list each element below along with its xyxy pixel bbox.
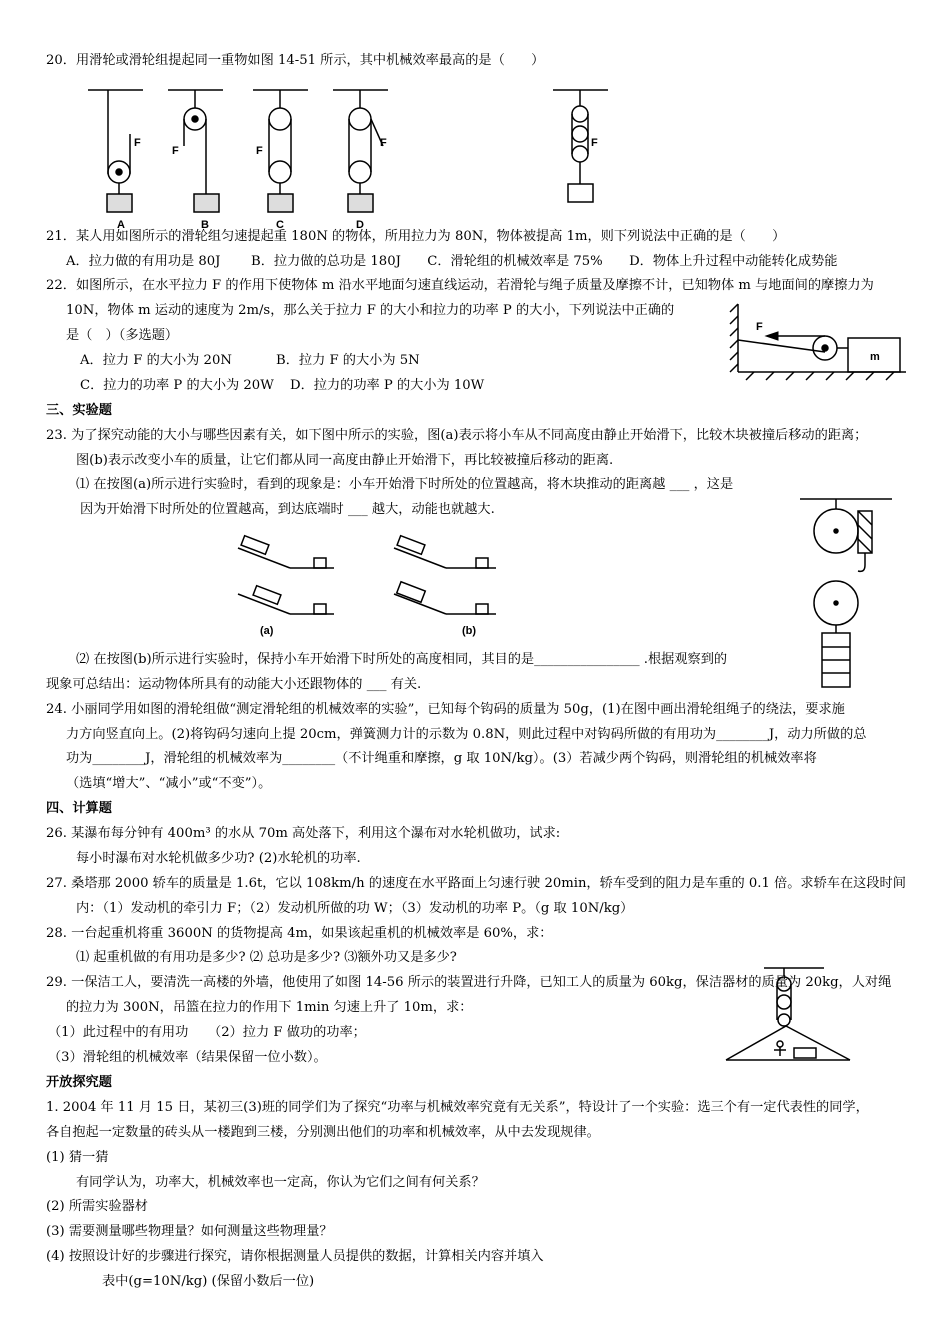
q29-gondola-figure (724, 962, 854, 1064)
force-label-d: F (380, 137, 387, 149)
open-line4: 有同学认为，功率大，机械效率也一定高，你认为它们之间有何关系？ (76, 1175, 485, 1190)
q21-stem: 21．某人用如图所示的滑轮组匀速提起重 180N 的物体，所用拉力为 80N，物体被提高 1m，则下列说法中正确的是（ ） (46, 229, 786, 244)
q23-ramp-figure (234, 528, 524, 638)
q24-line2: 力方向竖直向上。(2)将钩码匀速向上提 20cm，弹簧测力计的示数为 0.8N，则此过程中对钩码所做的有用功为________J，动力所做的总 (66, 727, 867, 742)
q22-option-a: A．拉力 F 的大小为 20N (80, 353, 232, 368)
q21-options: A．拉力做的有用功是 80J B．拉力做的总功是 180J C．滑轮组的机械效率是 75% D．物体上升过程中动能转化成势能 (66, 254, 838, 269)
q22-option-d: D．拉力的功率 P 的大小为 10W (290, 378, 485, 393)
force-label-e: F (591, 137, 598, 149)
fig-label-b: B (201, 219, 209, 231)
q26-line1: 26. 某瀑布每分钟有 400m³ 的水从 70m 高处落下，利用这个瀑布对水轮机做功，试求: (46, 826, 561, 841)
open-line7: (4) 按照设计好的步骤进行探究，请你根据测量人员提供的数据，计算相关内容并填入 (46, 1249, 544, 1264)
q27-line1: 27. 桑塔那 2000 轿车的质量是 1.6t，它以 108km/h 的速度在水平路面上匀速行驶 20min，轿车受到的阻力是车重的 0.1 倍。求轿车在这段时间 (46, 876, 906, 891)
q29-line3: （1）此过程中的有用功 （2）拉力 F 做功的功率； (48, 1025, 366, 1040)
section-three-title: 三、实验题 (46, 403, 112, 418)
q24-pulley-figure (796, 493, 896, 693)
force-label-c: F (256, 145, 263, 157)
open-line5: (2) 所需实验器材 (46, 1199, 148, 1214)
open-line3: (1) 猜一猜 (46, 1150, 109, 1165)
q22-line2: 10N，物体 m 运动的速度为 2m/s，那么关于拉力 F 的大小和拉力的功率 P 的大小，下列说法中正确的 (66, 303, 675, 318)
fig-label-a: A (117, 219, 125, 231)
q27-line2: 内：（1）发动机的牵引力 F；（2）发动机所做的功 W；（3）发动机的功率 P。（g 取 10N/kg） (76, 901, 634, 916)
q23-line3: ⑴ 在按图(a)所示进行实验时，看到的现象是：小车开始滑下时所处的位置越高，将木块推动的距离越 ___ ，这是 (76, 477, 734, 492)
force-label-b: F (172, 145, 179, 157)
q23-line1: 23. 为了探究动能的大小与哪些因素有关，如下图中所示的实验，图(a)表示将小车从不同高度由静止开始滑下，比较木块被撞后移动的距离； (46, 428, 868, 443)
q24-line1: 24. 小丽同学用如图的滑轮组做“测定滑轮组的机械效率的实验”，已知每个钩码的质量为 50g，(1)在图中画出滑轮组绳子的绕法，要求施 (46, 702, 845, 717)
q23-line4: 因为开始滑下时所处的位置越高，到达底端时 ___ 越大，动能也就越大. (80, 502, 495, 517)
q28-line2: ⑴ 起重机做的有用功是多少? ⑵ 总功是多少? ⑶额外功又是多少? (76, 950, 457, 965)
pulley-figure-14-51 (88, 84, 608, 234)
force-label-a: F (134, 137, 141, 149)
open-section-title: 开放探究题 (46, 1075, 112, 1090)
open-line8: 表中(g=10N/kg) (保留小数后一位) (102, 1274, 315, 1289)
fig-label-b: (b) (462, 625, 477, 637)
q22-pulley-figure (730, 300, 910, 382)
q22-line1: 22．如图所示，在水平拉力 F 的作用下使物体 m 沿水平地面匀速直线运动，若滑轮与绳子质量及摩擦不计，已知物体 m 与地面间的摩擦力为 (46, 278, 874, 293)
q22-option-c: C．拉力的功率 P 的大小为 20W (80, 378, 274, 393)
q28-line1: 28. 一台起重机将重 3600N 的货物提高 4m，如果该起重机的机械效率是 60%，求： (46, 926, 553, 941)
open-line1: 1. 2004 年 11 月 15 日，某初三(3)班的同学们为了探究“功率与机械效率究竟有无关系”，特设计了一个实验：选三个有一定代表性的同学， (46, 1100, 869, 1115)
fig-mass-label: m (870, 351, 880, 363)
open-line6: (3) 需要测量哪些物理量？如何测量这些物理量？ (46, 1224, 333, 1239)
q29-line2: 的拉力为 300N，吊篮在拉力的作用下 1min 匀速上升了 10m，求： (66, 1000, 473, 1015)
q29-line1: 29. 一保洁工人，要清洗一高楼的外墙，他使用了如图 14-56 所示的装置进行升降，已知工人的质量为 60kg，保洁器材的质量为 20kg，人对绳 (46, 975, 892, 990)
q23-line6: 现象可总结出：运动物体所具有的动能大小还跟物体的 ___ 有关. (46, 677, 422, 692)
fig-force-label: F (756, 321, 763, 333)
q29-line4: （3）滑轮组的机械效率（结果保留一位小数）。 (48, 1050, 327, 1065)
open-line2: 各自抱起一定数量的砖头从一楼跑到三楼，分别测出他们的功率和机械效率，从中去发现规律。 (46, 1125, 600, 1140)
fig-label-c: C (276, 219, 284, 231)
q22-line3: 是（ ）（多选题） (66, 328, 179, 343)
fig-label-d: D (356, 219, 364, 231)
fig-label-a: (a) (260, 625, 274, 637)
q22-option-b: B．拉力 F 的大小为 5N (276, 353, 420, 368)
section-four-title: 四、计算题 (46, 801, 112, 816)
q23-line5: ⑵ 在按图(b)所示进行实验时，保持小车开始滑下时所处的高度相同，其目的是________________ .根据观察到的 (76, 652, 728, 667)
q26-line2: 每小时瀑布对水轮机做多少功? (2)水轮机的功率. (76, 851, 361, 866)
q23-line2: 图(b)表示改变小车的质量，让它们都从同一高度由静止开始滑下，再比较被撞后移动的距离. (76, 453, 614, 468)
q20-stem: 20．用滑轮或滑轮组提起同一重物如图 14-51 所示，其中机械效率最高的是（ ） (46, 53, 545, 68)
q24-line4: （选填“增大”、“减小”或“不变”）。 (66, 776, 272, 791)
q24-line3: 功为________J，滑轮组的机械效率为________（不计绳重和摩擦，g 取 10N/kg）。(3）若减少两个钩码，则滑轮组的机械效率将 (66, 751, 817, 766)
